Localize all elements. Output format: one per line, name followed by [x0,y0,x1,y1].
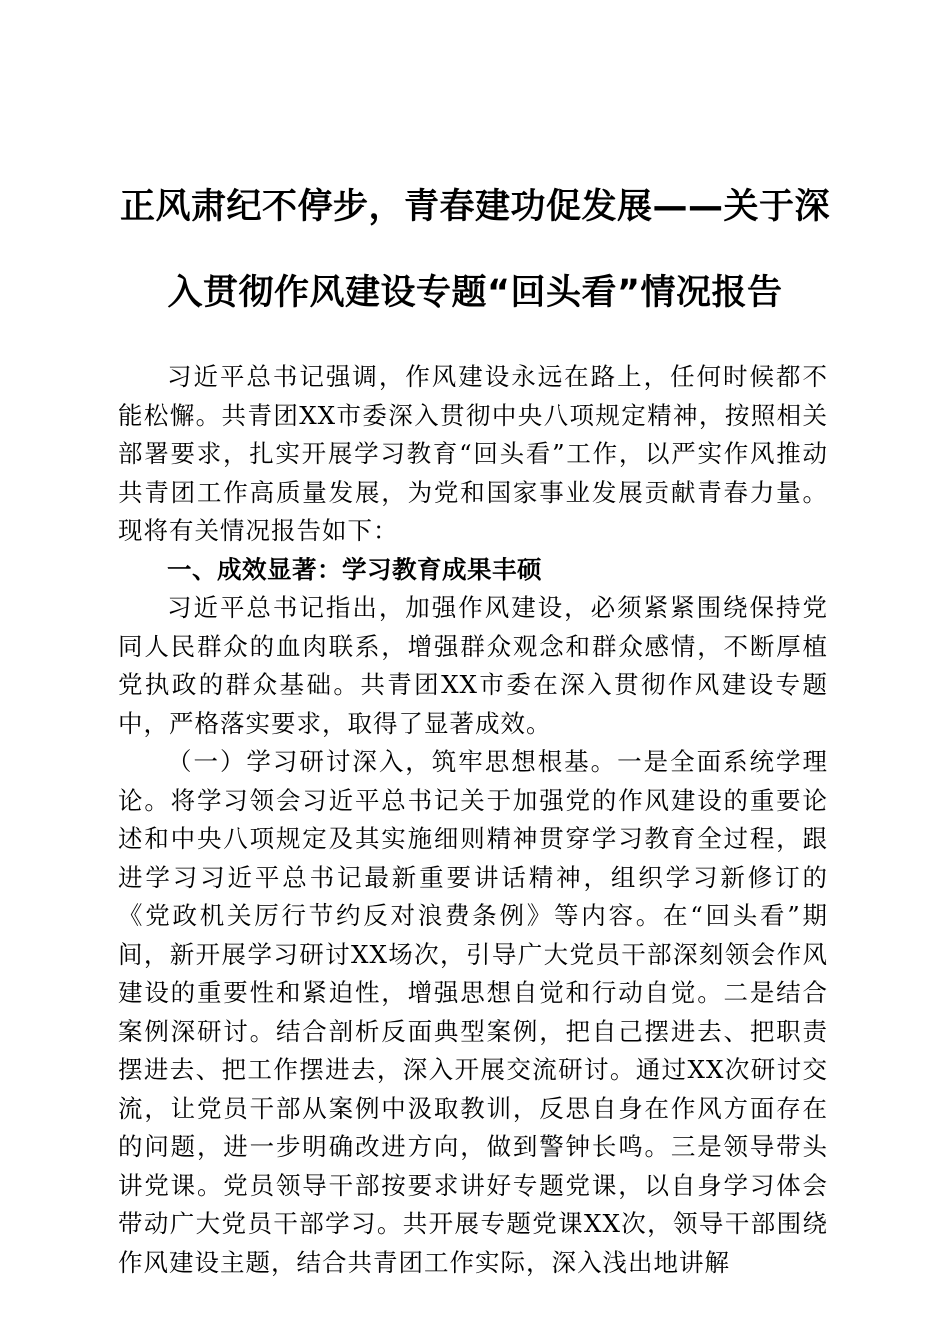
section-intro-paragraph: 习近平总书记指出，加强作风建设，必须紧紧围绕保持党同人民群众的血肉联系，增强群众观念和群众感情，不断厚植党执政的群众基础。共青团XX市委在深入贯彻作风建设专题中，严格落实要求，取得了显著成效。 [118,593,828,738]
document-title [110,164,840,336]
title-line-1: 正风肃纪不停步，青春建功促发展——关于深 [119,187,830,227]
section-heading: 一、成效显著：学习教育成果丰硕 [167,554,542,584]
intro-paragraph: 习近平总书记强调，作风建设永远在路上，任何时候都不能松懈。共青团XX市委深入贯彻中央八项规定精神，按照相关部署要求，扎实开展学习教育“回头看”工作，以严实作风推动共青团工作高质量发展，为党和国家事业发展贡献青春力量。现将有关情况报告如下： [118,362,828,545]
subsection-paragraph [118,743,828,1282]
title-line-2: 入贯彻作风建设专题“回头看”情况报告 [167,273,783,313]
subsection-body: 一是全面系统学理论。将学习领会习近平总书记关于加强党的作风建设的重要论述和中央八项规定及其实施细则精神贯穿学习教育全过程，跟进学习习近平总书记最新重要讲话精神，组织学习新修订的《党政机关厉行节约反对浪费条例》等内容。在“回头看”期间，新开展学习研讨XX场次，引导广大党员干部深刻领会作风建设的重要性和紧迫性，增强思想自觉和行动自觉。二是结合案例深研讨。结合剖析反面典型案例，把自己摆进去、把职责摆进去、把工作摆进去，深入开展交流研讨。通过XX次研讨交流，让党员干部从案例中汲取教训，反思自身在作风方面存在的问题，进一步明确改进方向，做到警钟长鸣。三是领导带头讲党课。党员领导干部按要求讲好专题党课，以自身学习体会带动广大党员干部学习。共开展专题党课XX次，领导干部围绕作风建设主题，结合共青团工作实际，深入浅出地讲解 [118,747,829,1277]
document-body [118,358,828,1282]
subsection-heading: （一）学习研讨深入，筑牢思想根基。 [167,747,618,776]
